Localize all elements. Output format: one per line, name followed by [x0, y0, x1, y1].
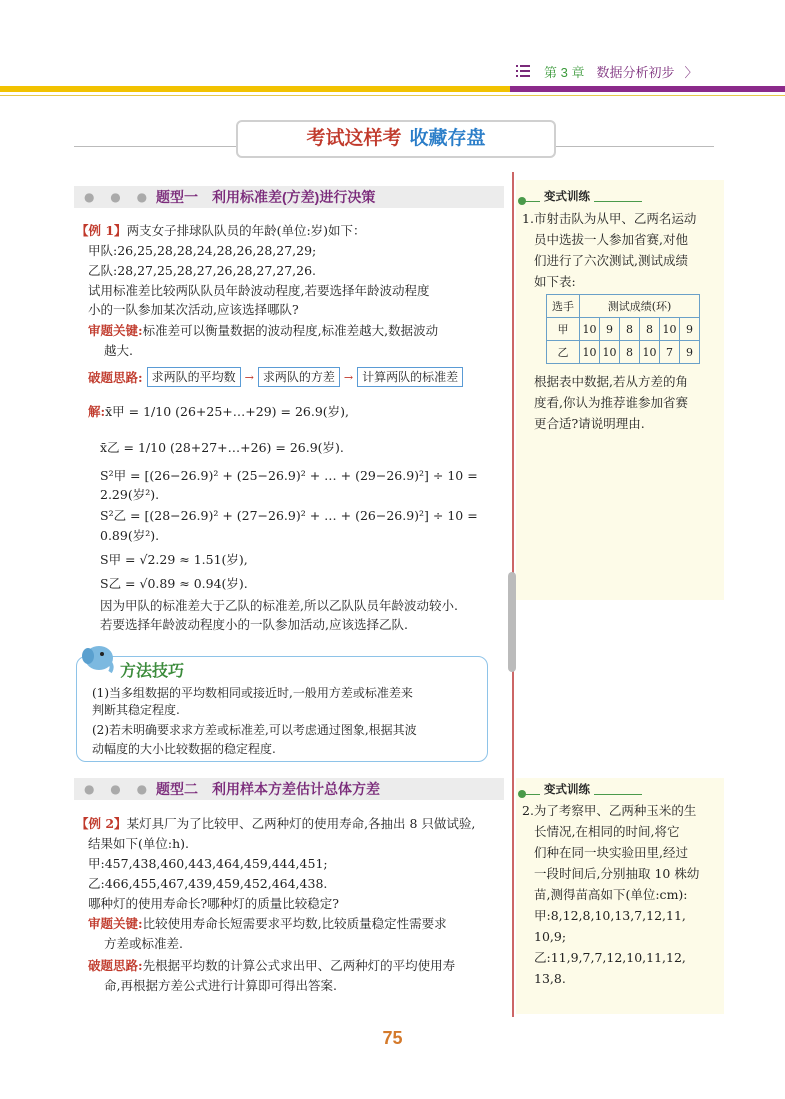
table-header: 测试成绩(环) — [580, 295, 700, 318]
example-2-lamp-a: 甲:457,438,460,443,464,459,444,451; — [88, 856, 328, 871]
solution-var-b-2: 0.89(岁²). — [100, 528, 160, 543]
practice-line: 如下表: — [534, 274, 576, 289]
practice-line: 们进行了六次测试,测试成绩 — [534, 253, 688, 268]
scrollbar[interactable] — [508, 572, 516, 672]
section-header-2 — [74, 778, 504, 800]
table-cell: 9 — [600, 318, 620, 341]
table-cell: 10 — [600, 341, 620, 364]
example-1-team-a: 甲队:26,25,28,28,24,28,26,28,27,29; — [88, 243, 317, 258]
section-title: 题型二 利用样本方差估计总体方差 — [156, 781, 380, 797]
elephant-mascot-icon — [80, 640, 118, 674]
practice-line: 苗,测得苗高如下(单位:cm): — [534, 887, 688, 902]
tip-line: 动幅度的大小比较数据的稳定程度. — [92, 742, 276, 756]
solution-var-a-2: 2.29(岁²). — [100, 487, 160, 502]
flow-step: 求两队的平均数 — [147, 367, 241, 387]
score-table — [546, 294, 700, 364]
flow-step: 求两队的方差 — [258, 367, 340, 387]
idea-label: 破题思路: — [88, 370, 143, 385]
banner-title-2: 收藏存盘 — [409, 128, 486, 149]
example-1-key: 审题关键:标准差可以衡量数据的波动程度,标准差越大,数据波动 — [88, 323, 439, 338]
table-cell: 10 — [580, 318, 600, 341]
section-banner — [236, 120, 556, 158]
practice-tag: 变式训练 — [540, 781, 594, 797]
chapter-number: 第 3 章 — [544, 65, 585, 80]
chapter-title: 数据分析初步 — [596, 65, 675, 80]
table-row — [547, 318, 700, 341]
practice-line: 们种在同一块实验田里,经过 — [534, 845, 688, 860]
tip-line: (2)若未明确要求求方差或标准差,可以考虑通过图象,根据其波 — [92, 723, 417, 737]
table-header-row — [547, 295, 700, 318]
solution-var-b: S²乙 = [(28−26.9)² + (27−26.9)² + … + (26−26.9)²] ÷ 10 = — [100, 508, 478, 523]
table-cell: 10 — [660, 318, 680, 341]
table-cell: 10 — [640, 341, 660, 364]
solution-mean-b: x̄乙 = 1/10 (28+27+…+26) = 26.9(岁). — [100, 440, 344, 455]
example-1-team-b: 乙队:28,27,25,28,27,26,28,27,27,26. — [88, 263, 317, 278]
solution-conclusion-2: 若要选择年龄波动程度小的一队参加活动,应该选择乙队. — [100, 617, 408, 632]
practice-line: 13,8. — [534, 971, 566, 986]
example-1-flow — [88, 367, 463, 387]
arrow-right-icon: → — [343, 370, 354, 384]
practice-line: 甲:8,12,8,10,13,7,12,11, — [534, 908, 686, 923]
solution-sd-b: S乙 = √0.89 ≈ 0.94(岁). — [100, 576, 248, 591]
table-cell: 9 — [680, 341, 700, 364]
example-2-idea: 破题思路:先根据平均数的计算公式求出甲、乙两种灯的平均使用寿 — [88, 958, 456, 973]
example-2-idea-2: 命,再根据方差公式进行计算即可得出答案. — [104, 978, 337, 993]
header-rule — [0, 95, 785, 96]
example-1-question-2: 小的一队参加某次活动,应该选择哪队? — [88, 302, 299, 317]
banner-title-1: 考试这样考 — [306, 128, 402, 149]
header-band-yellow — [0, 86, 510, 92]
practice-tag: 变式训练 — [540, 188, 594, 204]
example-2-question: 哪种灯的使用寿命长?哪种灯的质量比较稳定? — [88, 896, 339, 911]
practice-line: 1.市射击队为从甲、乙两名运动 — [522, 211, 697, 226]
flow-step: 计算两队的标准差 — [357, 367, 463, 387]
example-2-key-2: 方差或标准差. — [104, 936, 183, 951]
section-dots: ● ● ● — [84, 782, 154, 796]
arrow-right-icon: → — [244, 370, 254, 384]
example-2-line: 结果如下(单位:h). — [88, 836, 189, 851]
example-2-lamp-b: 乙:466,455,467,439,459,452,464,438. — [88, 876, 328, 891]
tip-line: 判断其稳定程度. — [92, 703, 180, 717]
table-cell: 8 — [620, 318, 640, 341]
solution-conclusion-1: 因为甲队的标准差大于乙队的标准差,所以乙队队员年龄波动较小. — [100, 598, 458, 613]
list-icon — [516, 65, 530, 77]
practice-line: 2.为了考察甲、乙两种玉米的生 — [522, 803, 697, 818]
solution-var-a: S²甲 = [(26−26.9)² + (25−26.9)² + … + (29−26.9)²] ÷ 10 = — [100, 468, 478, 483]
table-cell: 乙 — [547, 341, 580, 364]
practice-line: 度看,你认为推荐谁参加省赛 — [534, 395, 688, 410]
section-dots: ● ● ● — [84, 190, 154, 204]
section-title: 题型一 利用标准差(方差)进行决策 — [156, 189, 376, 205]
solution-mean-a: 解:x̄甲 = 1/10 (26+25+…+29) = 26.9(岁), — [88, 404, 350, 419]
chapter-breadcrumb[interactable] — [544, 62, 698, 81]
table-cell: 甲 — [547, 318, 580, 341]
example-1-question: 试用标准差比较两队队员年龄波动程度,若要选择年龄波动程度 — [88, 283, 430, 298]
practice-line: 根据表中数据,若从方差的角 — [534, 374, 688, 389]
practice-line: 乙:11,9,7,7,12,10,11,12, — [534, 950, 686, 965]
table-cell: 9 — [680, 318, 700, 341]
header-band-purple — [510, 86, 785, 92]
practice-line: 长情况,在相同的时间,将它 — [534, 824, 680, 839]
table-cell: 8 — [640, 318, 660, 341]
practice-line: 员中选拔一人参加省赛,对他 — [534, 232, 688, 247]
chevron-right-icon[interactable]: 〉 — [684, 65, 698, 80]
tips-title: 方法技巧 — [120, 663, 185, 680]
practice-line: 一段时间后,分别抽取 10 株幼 — [534, 866, 700, 881]
table-row — [547, 341, 700, 364]
table-cell: 7 — [660, 341, 680, 364]
example-1-key-2: 越大. — [104, 343, 133, 358]
practice-line: 10,9; — [534, 929, 567, 944]
table-header: 选手 — [547, 295, 580, 318]
example-1-intro: 【例 1】两支女子排球队队员的年龄(单位:岁)如下： — [76, 223, 366, 238]
example-2-key: 审题关键:比较使用寿命长短需要求平均数,比较质量稳定性需要求 — [88, 916, 447, 931]
example-2-intro: 【例 2】某灯具厂为了比较甲、乙两种灯的使用寿命,各抽出 8 只做试验, — [76, 816, 476, 831]
page-number: 75 — [382, 1028, 403, 1048]
practice-line: 更合适?请说明理由. — [534, 416, 645, 431]
table-cell: 10 — [580, 341, 600, 364]
section-header-1 — [74, 186, 504, 208]
table-cell: 8 — [620, 341, 640, 364]
solution-sd-a: S甲 = √2.29 ≈ 1.51(岁), — [100, 552, 248, 567]
tip-line: (1)当多组数据的平均数相同或接近时,一般用方差或标准差来 — [92, 686, 413, 700]
